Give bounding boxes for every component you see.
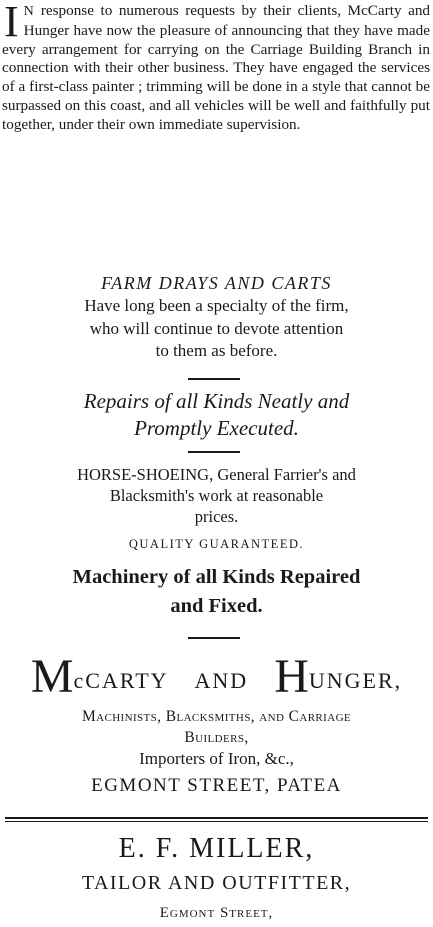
farm-drays-heading: FARM DRAYS AND CARTS xyxy=(101,273,332,293)
farm-line-2: who will continue to devote attention xyxy=(89,318,344,338)
miller-name: E. F. MILLER, xyxy=(118,833,315,864)
horse-line-3: prices. xyxy=(194,507,239,526)
firm-name-hunger: UNGER, xyxy=(308,668,403,693)
divider-rule xyxy=(188,637,240,639)
farm-drays-text xyxy=(0,295,433,363)
farm-line-3: to them as before. xyxy=(155,341,278,360)
intro-text: response to numerous requests by their clients, McCarty and Hunger have now the pleasure of announcing that they have made every arrangement for carrying on the Carriage Building Branch in connection with their other business. They have engaged the services of a first-class painter ; trimming will be done in a style that cannot be surpassed on this coast, and all vehicles will be well and faithfully put together, under their own immediate supervision. xyxy=(2,2,431,133)
firm-name-and: AND xyxy=(194,668,249,693)
divider-rule xyxy=(188,451,240,453)
firm-initial-m: M xyxy=(30,650,74,703)
firm-address: EGMONT STREET, PATEA xyxy=(91,775,342,796)
firm-importers: Importers of Iron, &c., xyxy=(139,749,294,768)
horse-line-1: HORSE-SHOEING, General Farrier's and xyxy=(77,465,356,484)
miller-street: Egmont Street, xyxy=(159,905,274,921)
trades-line-2: Builders, xyxy=(184,729,249,746)
trades-line-1: Machinists, Blacksmiths, and Carriage xyxy=(81,708,352,725)
repairs-line-1: Repairs of all Kinds Neatly and xyxy=(83,389,350,413)
miller-trade: TAILOR AND OUTFITTER, xyxy=(81,872,352,894)
horse-line-2: Blacksmith's work at reasonable xyxy=(109,486,324,505)
section-divider xyxy=(5,817,428,819)
firm-name xyxy=(0,650,433,703)
repairs-notice xyxy=(0,388,433,442)
machinery-line-2: and Fixed. xyxy=(170,595,263,617)
quality-guaranteed: QUALITY GUARANTEED. xyxy=(128,537,305,551)
firm-trades xyxy=(0,706,433,748)
section-divider-thin xyxy=(5,821,428,822)
firm-initial-h: H xyxy=(274,650,309,703)
divider-rule xyxy=(188,378,240,380)
drop-cap: I xyxy=(4,0,19,46)
intro-second-letter: N xyxy=(23,4,35,19)
machinery-notice xyxy=(0,563,433,621)
horse-shoeing-notice xyxy=(0,464,433,527)
farm-line-1: Have long been a specialty of the firm, xyxy=(84,296,349,315)
machinery-line-1: Machinery of all Kinds Repaired xyxy=(72,566,361,588)
repairs-line-2: Promptly Executed. xyxy=(134,416,299,440)
firm-name-mccarty: cCARTY xyxy=(73,668,169,693)
intro-paragraph xyxy=(2,2,430,135)
